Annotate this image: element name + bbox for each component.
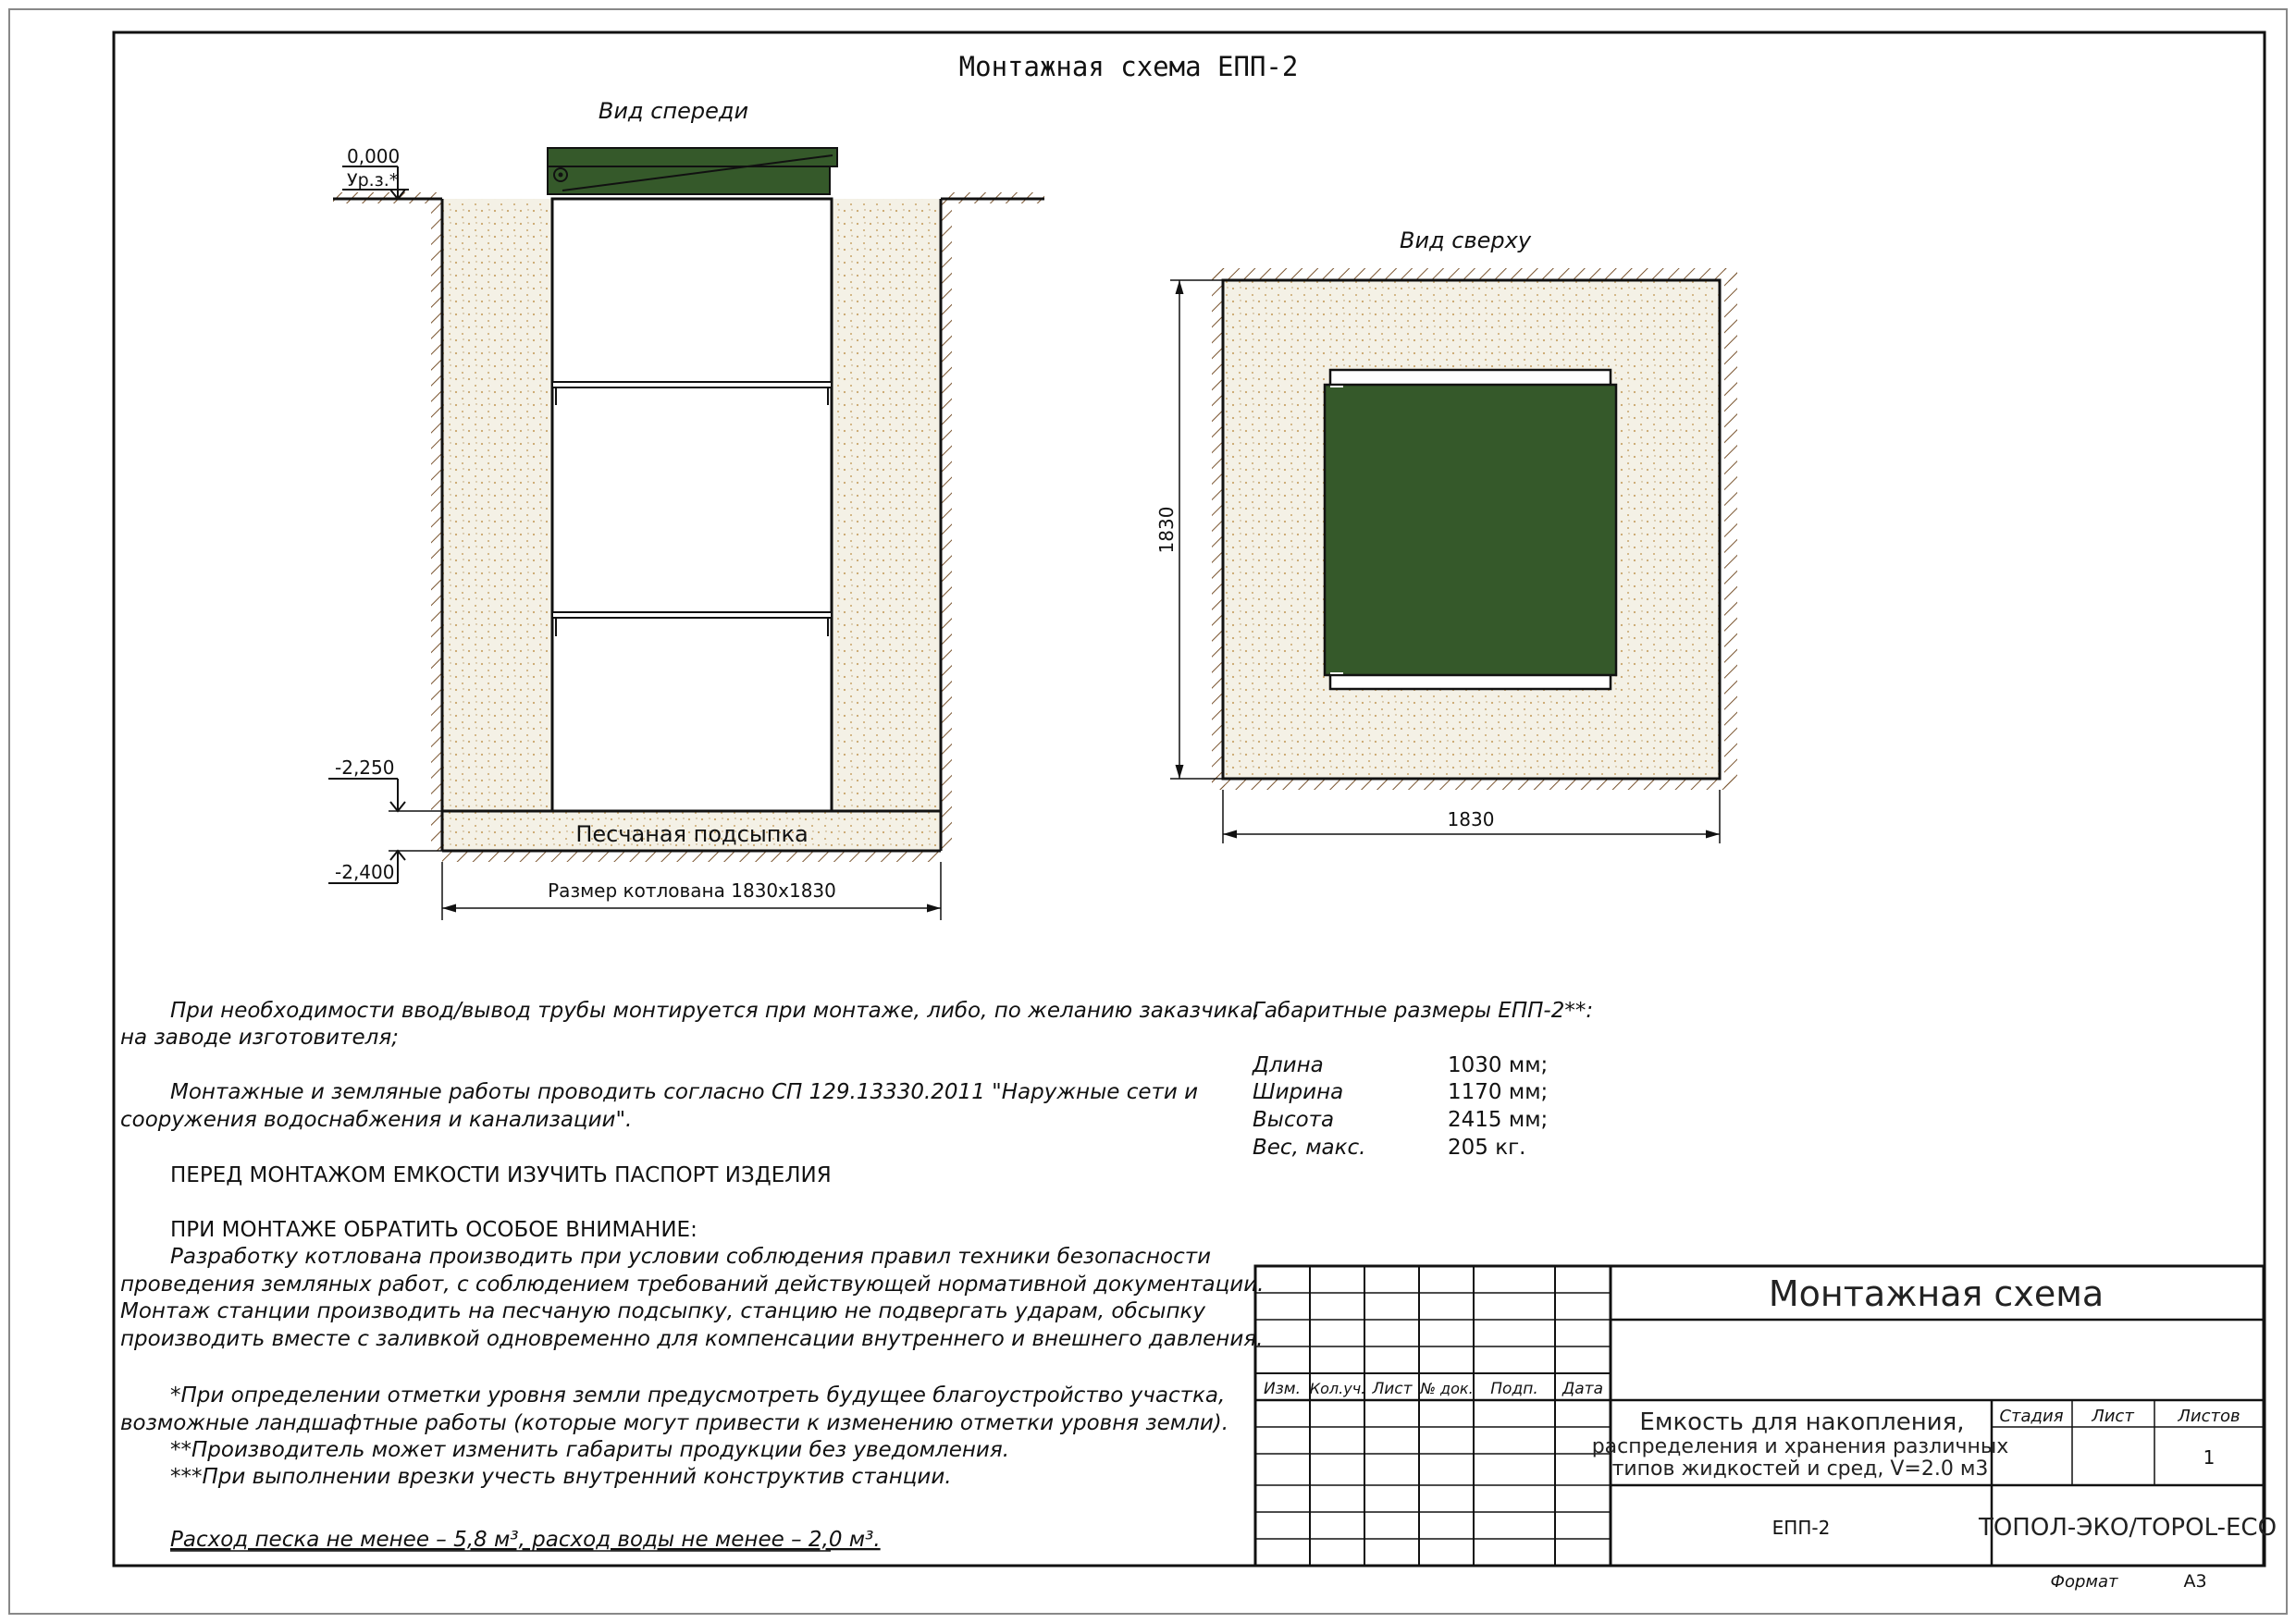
top-view-dim-horizontal: 1830	[1447, 808, 1495, 830]
dimensions-list	[1252, 999, 1593, 1160]
footnote-1-line-1: *При определении отметки уровня земли предусмотреть будущее благоустройство участка,	[170, 1383, 1226, 1408]
title-block-title: Монтажная схема	[1768, 1273, 2105, 1314]
dimensions-header: Габаритные размеры ЕПП-2**:	[1253, 999, 1594, 1023]
page-title: Монтажная схема ЕПП-2	[958, 51, 1299, 82]
sand-bed-label: Песчаная подсыпка	[575, 821, 809, 847]
front-view-label: Вид спереди	[598, 98, 749, 124]
title-block-text	[1264, 1273, 2277, 1592]
footnote-3: ***При выполнении врезки учесть внутренний конструктив станции.	[170, 1465, 952, 1489]
note-2-line-1: Монтажные и земляные работы проводить согласно СП 129.13330.2011 "Наружные сети и	[170, 1080, 1199, 1104]
col-list: Лист	[1372, 1380, 1413, 1398]
front-view	[328, 98, 1044, 920]
top-view-dimension-horizontal	[1223, 790, 1720, 843]
tank-body	[552, 199, 832, 811]
note-1-line-1: При необходимости ввод/вывод трубы монтируется при монтаже, либо, по желанию заказчика,	[170, 999, 1260, 1023]
dim-value-width: 1170 мм;	[1448, 1080, 1549, 1104]
dim-label-height: Высота	[1253, 1108, 1335, 1132]
lid-body	[548, 166, 830, 194]
note-1-line-2: на заводе изготовителя;	[120, 1026, 399, 1050]
note-2-line-2: сооружения водоснабжения и канализации".	[120, 1108, 633, 1132]
pit-size-label: Размер котлована 1830х1830	[548, 879, 836, 902]
note-4-line-4: производить вместе с заливкой одновременно для компенсации внутреннего и внешнего давления.	[120, 1327, 1264, 1351]
tank-joint-lower	[552, 612, 832, 618]
stage-header: Стадия	[1999, 1407, 2064, 1426]
dim-value-height: 2415 мм;	[1448, 1108, 1549, 1132]
ground-hatch-right-wall	[941, 202, 952, 851]
note-4-heading: ПРИ МОНТАЖЕ ОБРАТИТЬ ОСОБОЕ ВНИМАНИЕ:	[170, 1218, 697, 1242]
sheets-header: Листов	[2178, 1407, 2240, 1426]
dim-value-length: 1030 мм;	[1448, 1053, 1549, 1077]
sheets-value: 1	[2203, 1446, 2216, 1469]
outer-border	[9, 9, 2287, 1614]
sheet-header: Лист	[2092, 1407, 2134, 1426]
footnote-1-line-2: возможные ландшафтные работы (которые могут привести к изменению отметки уровня земли).	[120, 1411, 1229, 1435]
elevation-pit-bottom: -2,400	[335, 861, 395, 883]
col-signature: Подп.	[1490, 1380, 1538, 1398]
note-3: ПЕРЕД МОНТАЖОМ ЕМКОСТИ ИЗУЧИТЬ ПАСПОРТ ИЗДЕЛИЯ	[170, 1163, 832, 1187]
col-kol-uch: Кол.уч.	[1309, 1380, 1366, 1397]
elevation-zero-marker	[342, 145, 409, 199]
top-view-lid	[1325, 385, 1616, 675]
ground-hatch-left-wall	[431, 202, 442, 851]
note-4-line-2: проведения земляных работ, с соблюдением требований действующей нормативной документации.	[120, 1273, 1265, 1297]
lid-top-plate	[548, 148, 837, 166]
footnote-2: **Производитель может изменить габариты продукции без уведомления.	[170, 1438, 1010, 1462]
dim-value-weight: 205 кг.	[1448, 1136, 1526, 1160]
dim-label-weight: Вес, макс.	[1253, 1136, 1366, 1160]
tank-joint-upper	[552, 382, 832, 387]
elevation-zero: 0,000	[347, 145, 401, 167]
description-line-3: типов жидкостей и сред, V=2.0 м3	[1611, 1457, 1989, 1481]
elevation-tank-bottom: -2,250	[335, 756, 395, 779]
company-name: ТОПОЛ-ЭКО/TOPOL-ECO	[1978, 1514, 2277, 1542]
pit-size-dimension	[442, 862, 941, 920]
top-view-label: Вид сверху	[1399, 227, 1532, 253]
elevation-pit-bottom-marker	[328, 851, 442, 883]
description-line-1: Емкость для накопления,	[1639, 1408, 1965, 1436]
consumption-note: Расход песка не менее – 5,8 м³, расход воды не менее – 2,0 м³.	[170, 1528, 881, 1552]
note-4-line-1: Разработку котлована производить при условии соблюдения правил техники безопасности	[170, 1245, 1212, 1269]
ground-hatch-bottom	[442, 851, 941, 862]
dim-label-length: Длина	[1253, 1053, 1324, 1077]
col-doc-number: № док.	[1420, 1380, 1474, 1397]
ground-level-label: Ур.з.*	[347, 170, 399, 191]
description-line-2: распределения и хранения различных	[1591, 1435, 2009, 1458]
product-code: ЕПП-2	[1771, 1517, 1831, 1539]
col-date: Дата	[1562, 1380, 1604, 1398]
note-4-line-3: Монтаж станции производить на песчаную подсыпку, станцию не подвергать ударам, обсыпку	[120, 1299, 1205, 1323]
dim-label-width: Ширина	[1253, 1080, 1344, 1104]
installation-notes	[120, 999, 1264, 1552]
col-izm: Изм.	[1264, 1380, 1301, 1398]
elevation-tank-bottom-marker	[328, 756, 442, 811]
format-label: Формат	[2050, 1572, 2118, 1592]
top-view	[1155, 227, 1737, 843]
format-value: А3	[2183, 1571, 2207, 1592]
top-view-dim-vertical: 1830	[1155, 506, 1178, 554]
